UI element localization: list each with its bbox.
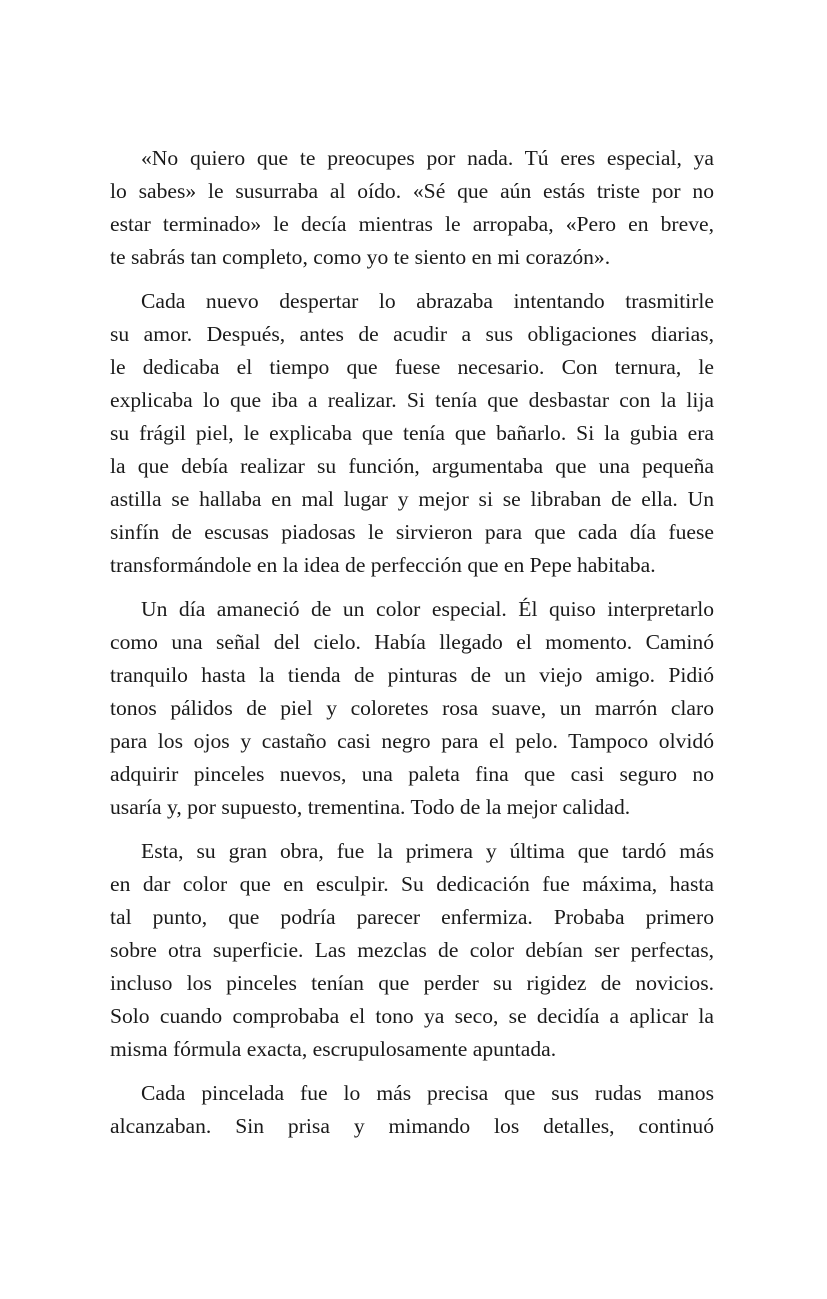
text-line: incluso los pinceles tenían que perder su rigidez de novicios. bbox=[110, 971, 714, 995]
text-line: Un día amaneció de un color especial. Él quiso interpretarlo bbox=[141, 597, 714, 621]
text-line: te sabrás tan completo, como yo te siento en mi corazón». bbox=[110, 245, 611, 269]
text-line: Esta, su gran obra, fue la primera y última que tardó más bbox=[141, 839, 714, 863]
text-line: estar terminado» le decía mientras le arropaba, «Pero en breve, bbox=[110, 212, 714, 236]
text-line: como una señal del cielo. Había llegado el momento. Caminó bbox=[110, 630, 714, 654]
book-page-body bbox=[110, 142, 714, 1154]
text-line: tranquilo hasta la tienda de pinturas de un viejo amigo. Pidió bbox=[110, 663, 714, 687]
text-line: alcanzaban. Sin prisa y mimando los detalles, continuó bbox=[110, 1114, 714, 1138]
text-line: para los ojos y castaño casi negro para el pelo. Tampoco olvidó bbox=[110, 729, 714, 753]
paragraph bbox=[110, 142, 714, 274]
text-line: «No quiero que te preocupes por nada. Tú eres especial, ya bbox=[141, 146, 714, 170]
text-line: su amor. Después, antes de acudir a sus obligaciones diarias, bbox=[110, 322, 714, 346]
text-line: tonos pálidos de piel y coloretes rosa suave, un marrón claro bbox=[110, 696, 714, 720]
text-line: en dar color que en esculpir. Su dedicación fue máxima, hasta bbox=[110, 872, 714, 896]
text-line: sinfín de escusas piadosas le sirvieron para que cada día fuese bbox=[110, 520, 714, 544]
text-line: astilla se hallaba en mal lugar y mejor si se libraban de ella. Un bbox=[110, 487, 714, 511]
text-line: Cada pincelada fue lo más precisa que sus rudas manos bbox=[141, 1081, 714, 1105]
text-line: sobre otra superficie. Las mezclas de color debían ser perfectas, bbox=[110, 938, 714, 962]
text-line: misma fórmula exacta, escrupulosamente apuntada. bbox=[110, 1037, 557, 1061]
text-line: le dedicaba el tiempo que fuese necesario. Con ternura, le bbox=[110, 355, 714, 379]
text-line: Cada nuevo despertar lo abrazaba intentando trasmitirle bbox=[141, 289, 714, 313]
text-line: explicaba lo que iba a realizar. Si tenía que desbastar con la lija bbox=[110, 388, 714, 412]
text-line: Solo cuando comprobaba el tono ya seco, se decidía a aplicar la bbox=[110, 1004, 714, 1028]
text-line: adquirir pinceles nuevos, una paleta fina que casi seguro no bbox=[110, 762, 714, 786]
paragraph bbox=[110, 285, 714, 582]
paragraph bbox=[110, 1077, 714, 1143]
text-line: usaría y, por supuesto, trementina. Todo de la mejor calidad. bbox=[110, 795, 631, 819]
text-line: su frágil piel, le explicaba que tenía que bañarlo. Si la gubia era bbox=[110, 421, 714, 445]
text-line: tal punto, que podría parecer enfermiza. Probaba primero bbox=[110, 905, 714, 929]
paragraph bbox=[110, 835, 714, 1066]
text-line: la que debía realizar su función, argumentaba que una pequeña bbox=[110, 454, 714, 478]
text-line: transformándole en la idea de perfección que en Pepe habitaba. bbox=[110, 553, 656, 577]
paragraph bbox=[110, 593, 714, 824]
text-line: lo sabes» le susurraba al oído. «Sé que aún estás triste por no bbox=[110, 179, 714, 203]
